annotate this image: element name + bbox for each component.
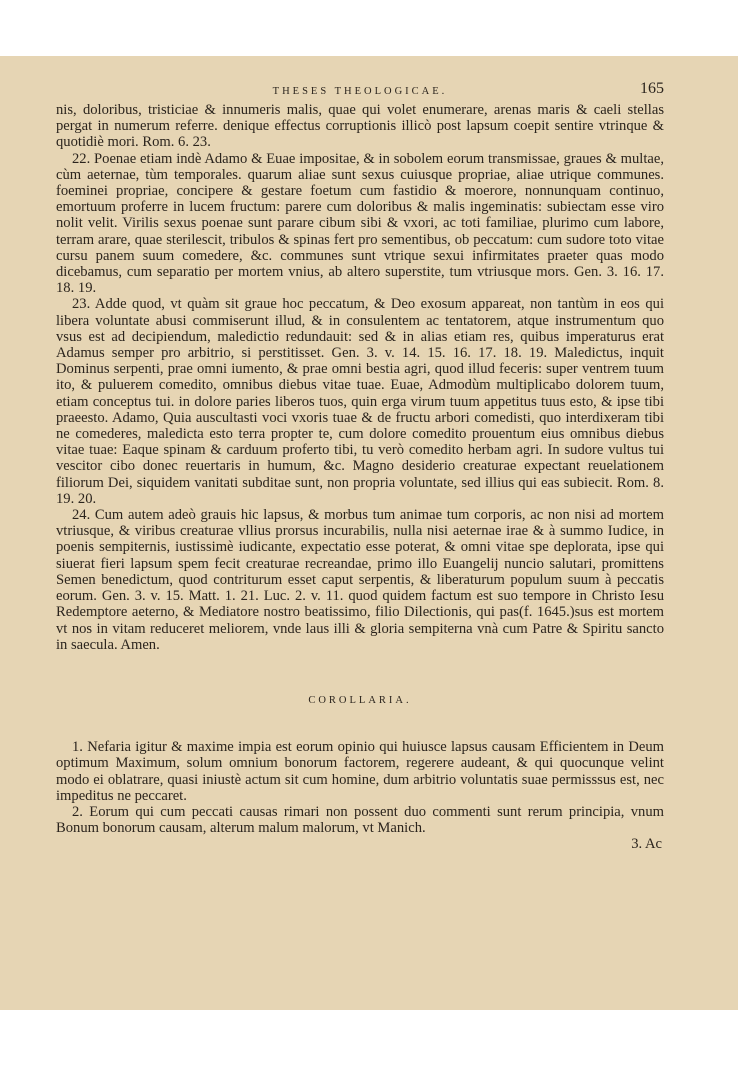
paragraph-23: 23. Adde quod, vt quàm sit graue hoc peccatum, & Deo exosum appareat, non tantùm in eos qui libera voluntate abusi commiserunt illud, & in consulentem ac tentatorem, atque instrumentum quo vsus est ad decipiendum, maledictio redundauit: sed & in alias etiam res, quibus imperaturus erat Adamus semper pro arbitrio, si perstitisset. Gen. 3. v. 14. 15. 16. 17. 18. 19. Maledictus, inquit Dominus serpenti, prae omni iumento, & prae omni bestia agri, quod illud feceris: super ventrem tuum ito, & puluerem comedito, omnibus diebus vitae tuae. Euae, Admodùm multiplicabo dolorem tuum, etiam conceptus tui. in dolore paries liberos tuos, quin erga virum tuum appetitus tuus esto, & ipse tibi praeesto. Adamo, Quia auscultasti voci vxoris tuae & de fructu arbori comedisti, quo interdixeram tibi ne comederes, maledicta esto terra propter te, cum dolore comedito prouentum eius omnibus diebus vitae tuae: Eaque spinam & carduum proferto tibi, tu verò comedito herbam agri. In sudore vultus tui vescitor cibo donec reuertaris in humum, &c. Magno desiderio creaturae expectant reuelationem filiorum Dei, siquidem vanitati subditae sunt, non propria voluntate, sed illius qui eas subiecit. Rom. 8. 19. 20. [56, 296, 664, 507]
paragraph-continuation: nis, doloribus, tristiciae & innumeris malis, quae qui volet enumerare, arenas maris & caeli stellas pergat in numerum referre. denique effectus corruptionis illicò post lapsum coepit sentire vtrinque & quotidiè mori. Rom. 6. 23. [56, 102, 664, 151]
corollary-2: 2. Eorum qui cum peccati causas rimari non possent duo commenti sunt rerum principia, vnum Bonum bonorum causam, alterum malum malorum, vt Manich. [56, 803, 664, 837]
page-number: 165 [640, 80, 664, 97]
header-title: THESES THEOLOGICAE. [272, 86, 448, 97]
paragraph-22: 22. Poenae etiam indè Adamo & Euae impositae, & in sobolem eorum transmissae, graues & multae, cùm aeternae, tùm temporales. quarum aliae sunt sexus cuiusque propriae, aliae utrique communes. foeminei propriae, concipere & gestare foetum cum fastidio & moerore, nonnunquam continuo, emortuum proferre in lucem fructum: parere cum doloribus & malis ingeminatis: subiectam esse viro nolit velit. Virilis sexus poenae sunt parare cibum sibi & vxori, ac toti familiae, plurimo cum labore, terram arare, quae sterilescit, tribulos & spinas fert pro sementibus, ob peccatum: cum sudore toto vitae cursu panem suum comedere, &c. communes sunt vtrique sexui infirmitates praeter quas modo dicebamus, cum separatio per mortem vnius, ab altero superstite, tum vtriusque mors. Gen. 3. 16. 17. 18. 19. [56, 150, 664, 297]
book-page [0, 56, 738, 1010]
running-header [56, 80, 664, 100]
corollaria-heading: COROLLARIA. [308, 694, 412, 706]
corollary-1: 1. Nefaria igitur & maxime impia est eorum opinio qui huiusce lapsus causam Efficientem in Deum optimum Maximum, solum omnium bonorum factorem, regerere audeant, & qui quocunque velint modo ei oblatrare, quasi iniustè actum sit cum homine, dum arbitrio voluntatis suae permisssus est, nec impeditus ne peccaret. [56, 739, 664, 804]
page-content [56, 80, 664, 853]
paragraph-24: 24. Cum autem adeò grauis hic lapsus, & morbus tum animae tum corporis, ac non nisi ad mortem vtriusque, & viribus creaturae vllius prorsus incurabilis, nulla nisi aeternae irae & à summo Iudice, in poenis sempiternis, iustissimè iudicante, expectatio esse poterat, & omni vitae spe deplorata, ipse qui siuerat fieri lapsum spem fecit creaturae recreandae, primo illo Euangelij nuncio salutari, promittens Semen benedictum, quod contriturum esset caput serpentis, & liberaturum populum suum à peccatis eorum. Gen. 3. v. 15. Matt. 1. 21. Luc. 2. v. 11. quod quidem factum est suo tempore in Christo Iesu Redemptore aeterno, & Mediatore nostro beatissimo, filio Dilectionis, qui pas(f. 1645.)sus est mortem vt nos in vitam reduceret meliorem, vnde laus illi & gloria sempiterna vnà cum Patre & Spiritu sancto in saecula. Amen. [56, 507, 664, 653]
catchword: 3. Ac [631, 836, 662, 853]
body-text [56, 102, 664, 853]
